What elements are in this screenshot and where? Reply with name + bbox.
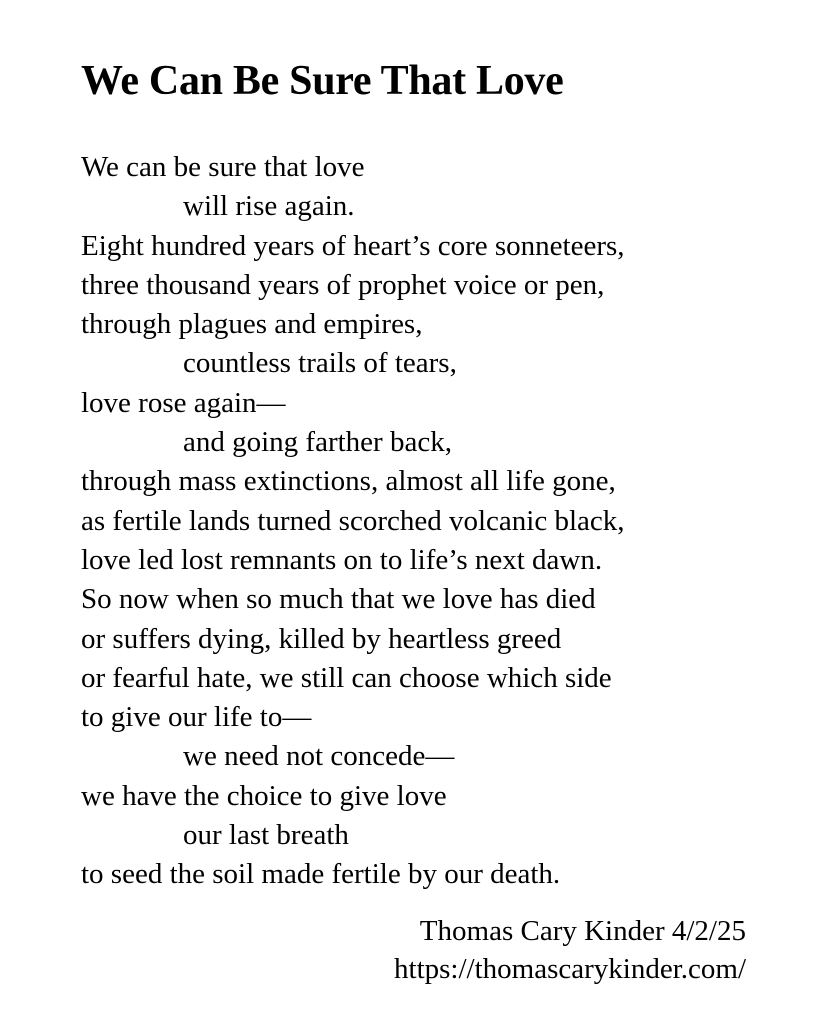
poem-line: through mass extinctions, almost all life gone, xyxy=(81,465,616,498)
poem-line: We can be sure that love xyxy=(81,151,365,183)
poem-body xyxy=(81,148,781,895)
poem-line: or fearful hate, we still can choose which side xyxy=(81,661,612,694)
poem-line: So now when so much that we love has died xyxy=(81,583,596,616)
poem-line: love led lost remnants on to life’s next dawn. xyxy=(81,543,603,576)
poem-line: our last breath xyxy=(183,819,349,852)
poem-title: We Can Be Sure That Love xyxy=(81,58,564,104)
author-url: https://thomascarykinder.com/ xyxy=(394,953,746,985)
poem-line: to seed the soil made fertile by our death. xyxy=(81,858,561,891)
signature-block xyxy=(394,912,746,988)
poem-line: as fertile lands turned scorched volcanic black, xyxy=(81,504,625,537)
poem-line: three thousand years of prophet voice or pen, xyxy=(81,268,605,301)
author-date: Thomas Cary Kinder 4/2/25 xyxy=(419,915,746,947)
poem-line: will rise again. xyxy=(183,190,355,223)
poem-line: to give our life to— xyxy=(81,701,312,734)
poem-line: countless trails of tears, xyxy=(183,347,457,380)
poem-line: love rose again— xyxy=(81,386,286,419)
poem-line: we need not concede— xyxy=(183,740,455,773)
poem-line: Eight hundred years of heart’s core sonneteers, xyxy=(81,229,625,262)
poem-line: we have the choice to give love xyxy=(81,779,447,812)
poem-line: through plagues and empires, xyxy=(81,308,423,341)
poem-line: or suffers dying, killed by heartless greed xyxy=(81,622,562,655)
poem-line: and going farther back, xyxy=(183,426,452,459)
